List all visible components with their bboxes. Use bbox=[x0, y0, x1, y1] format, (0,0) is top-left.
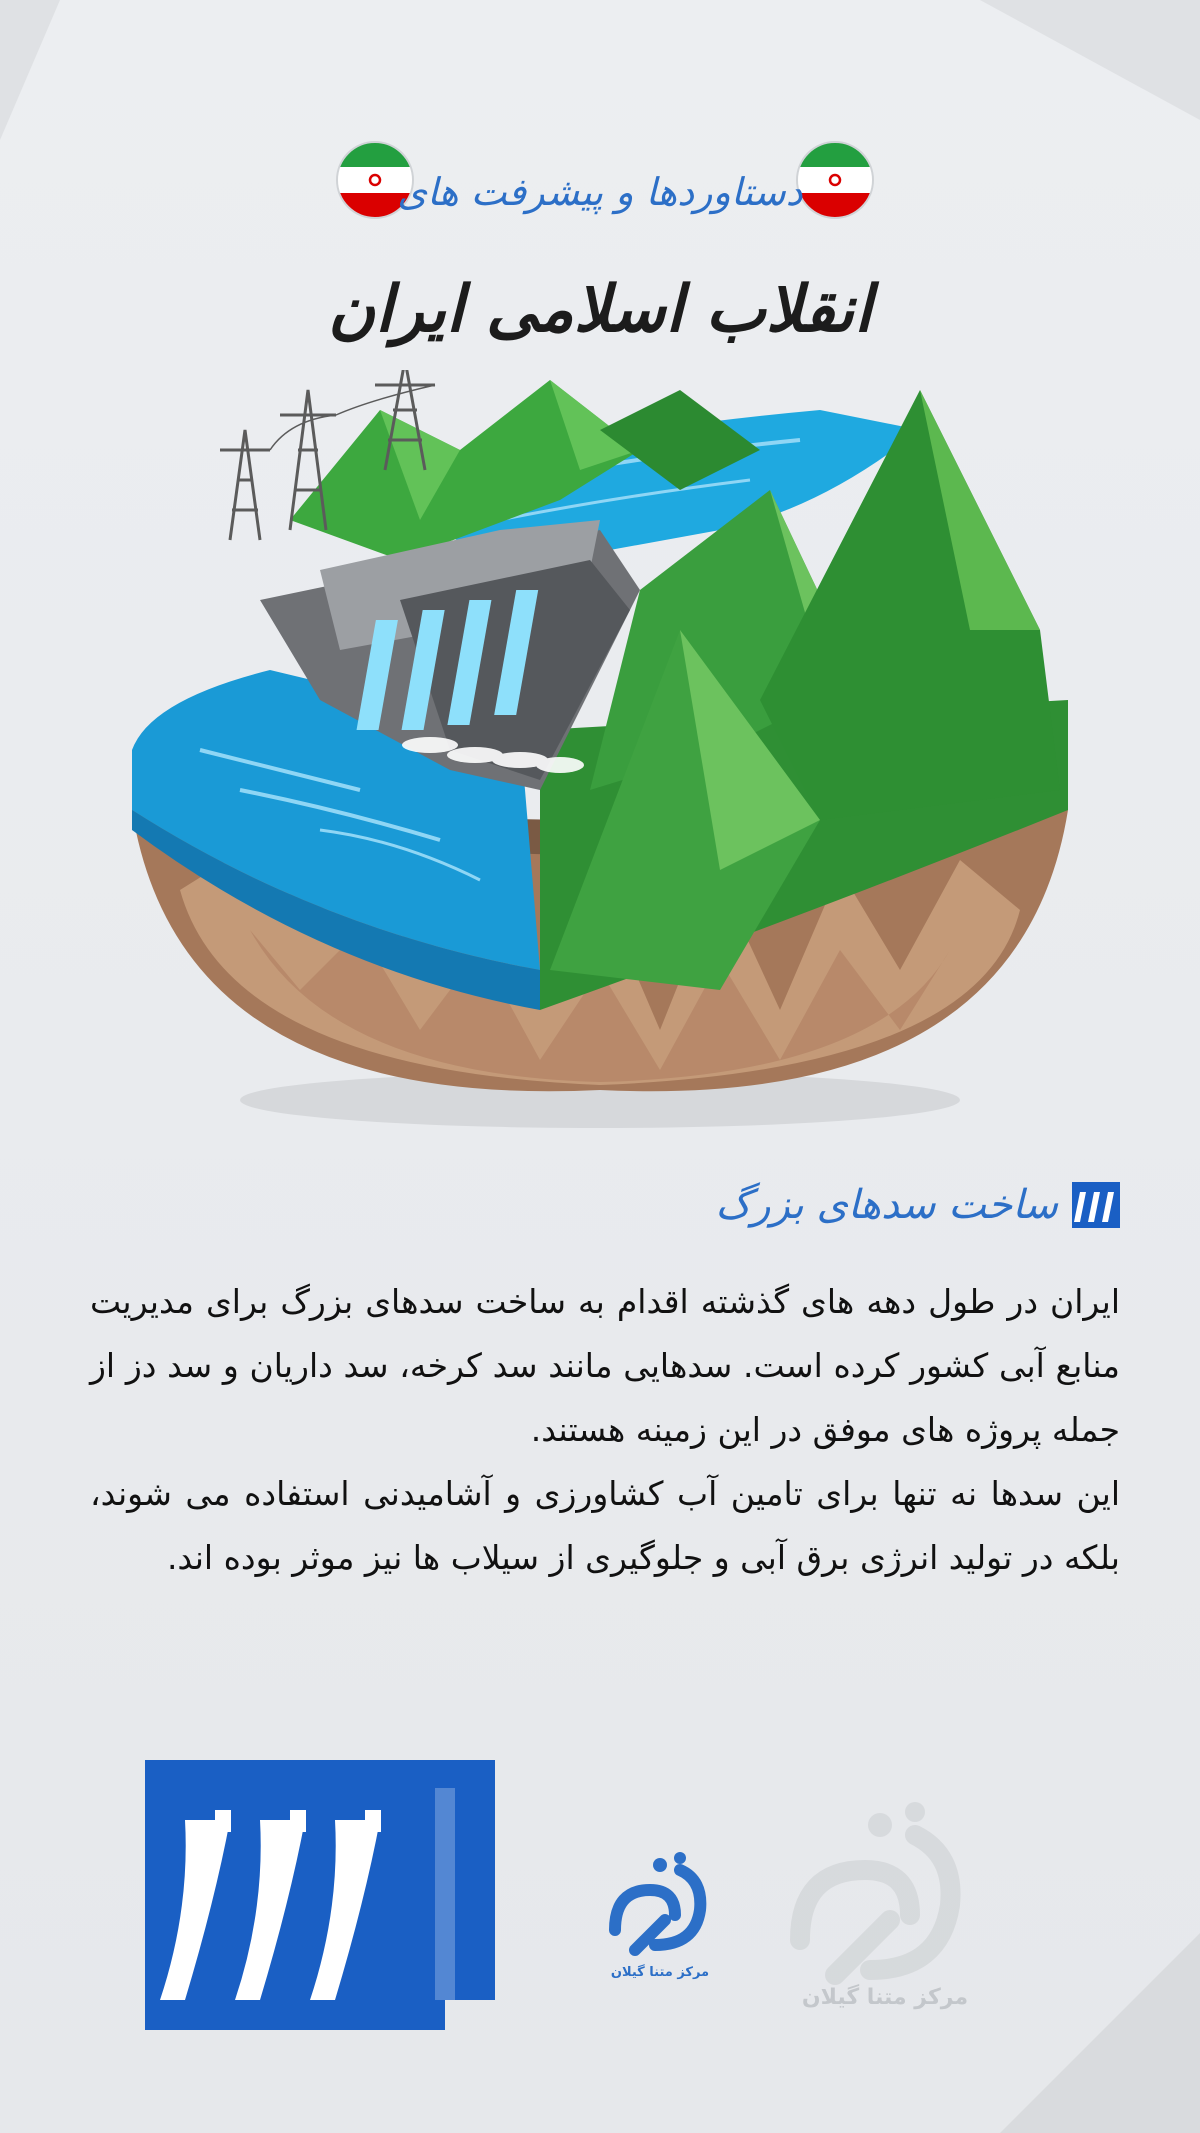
background-corner-top-right bbox=[980, 0, 1200, 120]
header-subtitle: دستاوردها و پیشرفت های bbox=[397, 170, 803, 214]
matna-watermark-icon bbox=[770, 1800, 990, 2000]
section-heading bbox=[715, 1175, 1120, 1235]
article-body bbox=[90, 1270, 1120, 1590]
section-title: ساخت سدهای بزرگ bbox=[715, 1182, 1058, 1228]
article-paragraph: ایران در طول دهه های گذشته اقدام به ساخت سدهای بزرگ برای مدیریت منابع آبی کشور کرده است. سدهایی مانند سد کرخه، سد داریان و سد دز از جمله پروژه های موفق در این زمینه هستند. bbox=[90, 1282, 1120, 1449]
background-corner-bottom-right bbox=[1000, 1933, 1200, 2133]
watermark-text: مرکز متنا گیلان bbox=[801, 1985, 969, 2010]
article-paragraph: این سدها نه تنها برای تامین آب کشاورزی و آشامیدنی استفاده می شوند، بلکه در تولید انرژی برق آبی و جلوگیری از سیلاب ها نیز موثر بوده اند. bbox=[90, 1474, 1120, 1577]
background-corner-top-left bbox=[0, 0, 60, 140]
dam-logo-icon bbox=[145, 1760, 495, 2030]
matna-logo-icon bbox=[595, 1850, 725, 1970]
dam-icon bbox=[1072, 1182, 1120, 1228]
header-title: انقلاب اسلامی ایران bbox=[328, 272, 872, 347]
center-logo-text: مرکز متنا گیلان bbox=[610, 1965, 710, 1980]
dam-illustration bbox=[120, 370, 1080, 1130]
